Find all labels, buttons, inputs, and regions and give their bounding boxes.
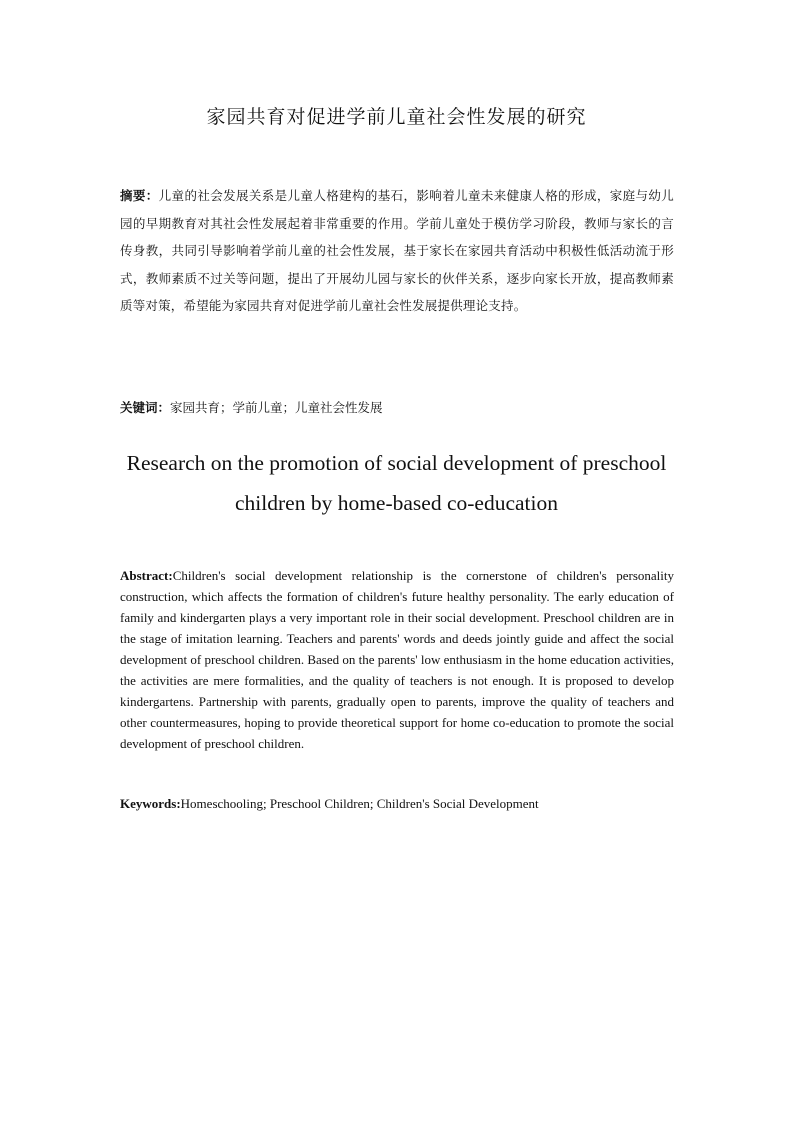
english-abstract-label: Abstract:	[120, 568, 173, 583]
english-keywords-label: Keywords:	[120, 796, 181, 811]
chinese-keywords-text: 家园共育；学前儿童；儿童社会性发展	[170, 400, 383, 415]
english-title: Research on the promotion of social development of preschool children by home-based co-education	[126, 451, 667, 515]
chinese-abstract-text: 儿童的社会发展关系是儿童人格建构的基石，影响着儿童未来健康人格的形成，家庭与幼儿园的早期教育对其社会性发展起着非常重要的作用。学前儿童处于模仿学习阶段，教师与家长的言传身教，共同引导影响着学前儿童的社会性发展，基于家长在家园共育活动中积极性低活动流于形式，教师素质不过关等问题，提出了开展幼儿园与家长的伙伴关系，逐步向家长开放，提高教师素质等对策，希望能为家园共育对促进学前儿童社会性发展提供理论支持。	[120, 188, 674, 313]
chinese-title: 家园共育对促进学前儿童社会性发展的研究	[206, 106, 587, 128]
chinese-abstract-label: 摘要：	[120, 188, 159, 203]
english-keywords	[120, 793, 674, 814]
english-abstract	[120, 565, 674, 754]
chinese-keywords-label: 关键词：	[120, 400, 171, 415]
chinese-abstract	[120, 182, 674, 320]
english-keywords-text: Homeschooling; Preschool Children; Children's Social Development	[180, 796, 539, 811]
english-abstract-text: Children's social development relationship is the cornerstone of children's personality construction, which affects the formation of children's future healthy personality. The early education of family and kindergarten plays a very important role in their social development. Preschool children are in the stage of imitation learning. Teachers and parents' words and deeds jointly guide and affect the social development of preschool children. Based on the parents' low enthusiasm in the home education activities, the activities are mere formalities, and the quality of teachers is not enough. It is proposed to develop kindergartens. Partnership with parents, gradually open to parents, improve the quality of teachers and other countermeasures, hoping to provide theoretical support for home co-education to promote the social development of preschool children.	[120, 568, 674, 751]
chinese-keywords	[120, 396, 674, 420]
